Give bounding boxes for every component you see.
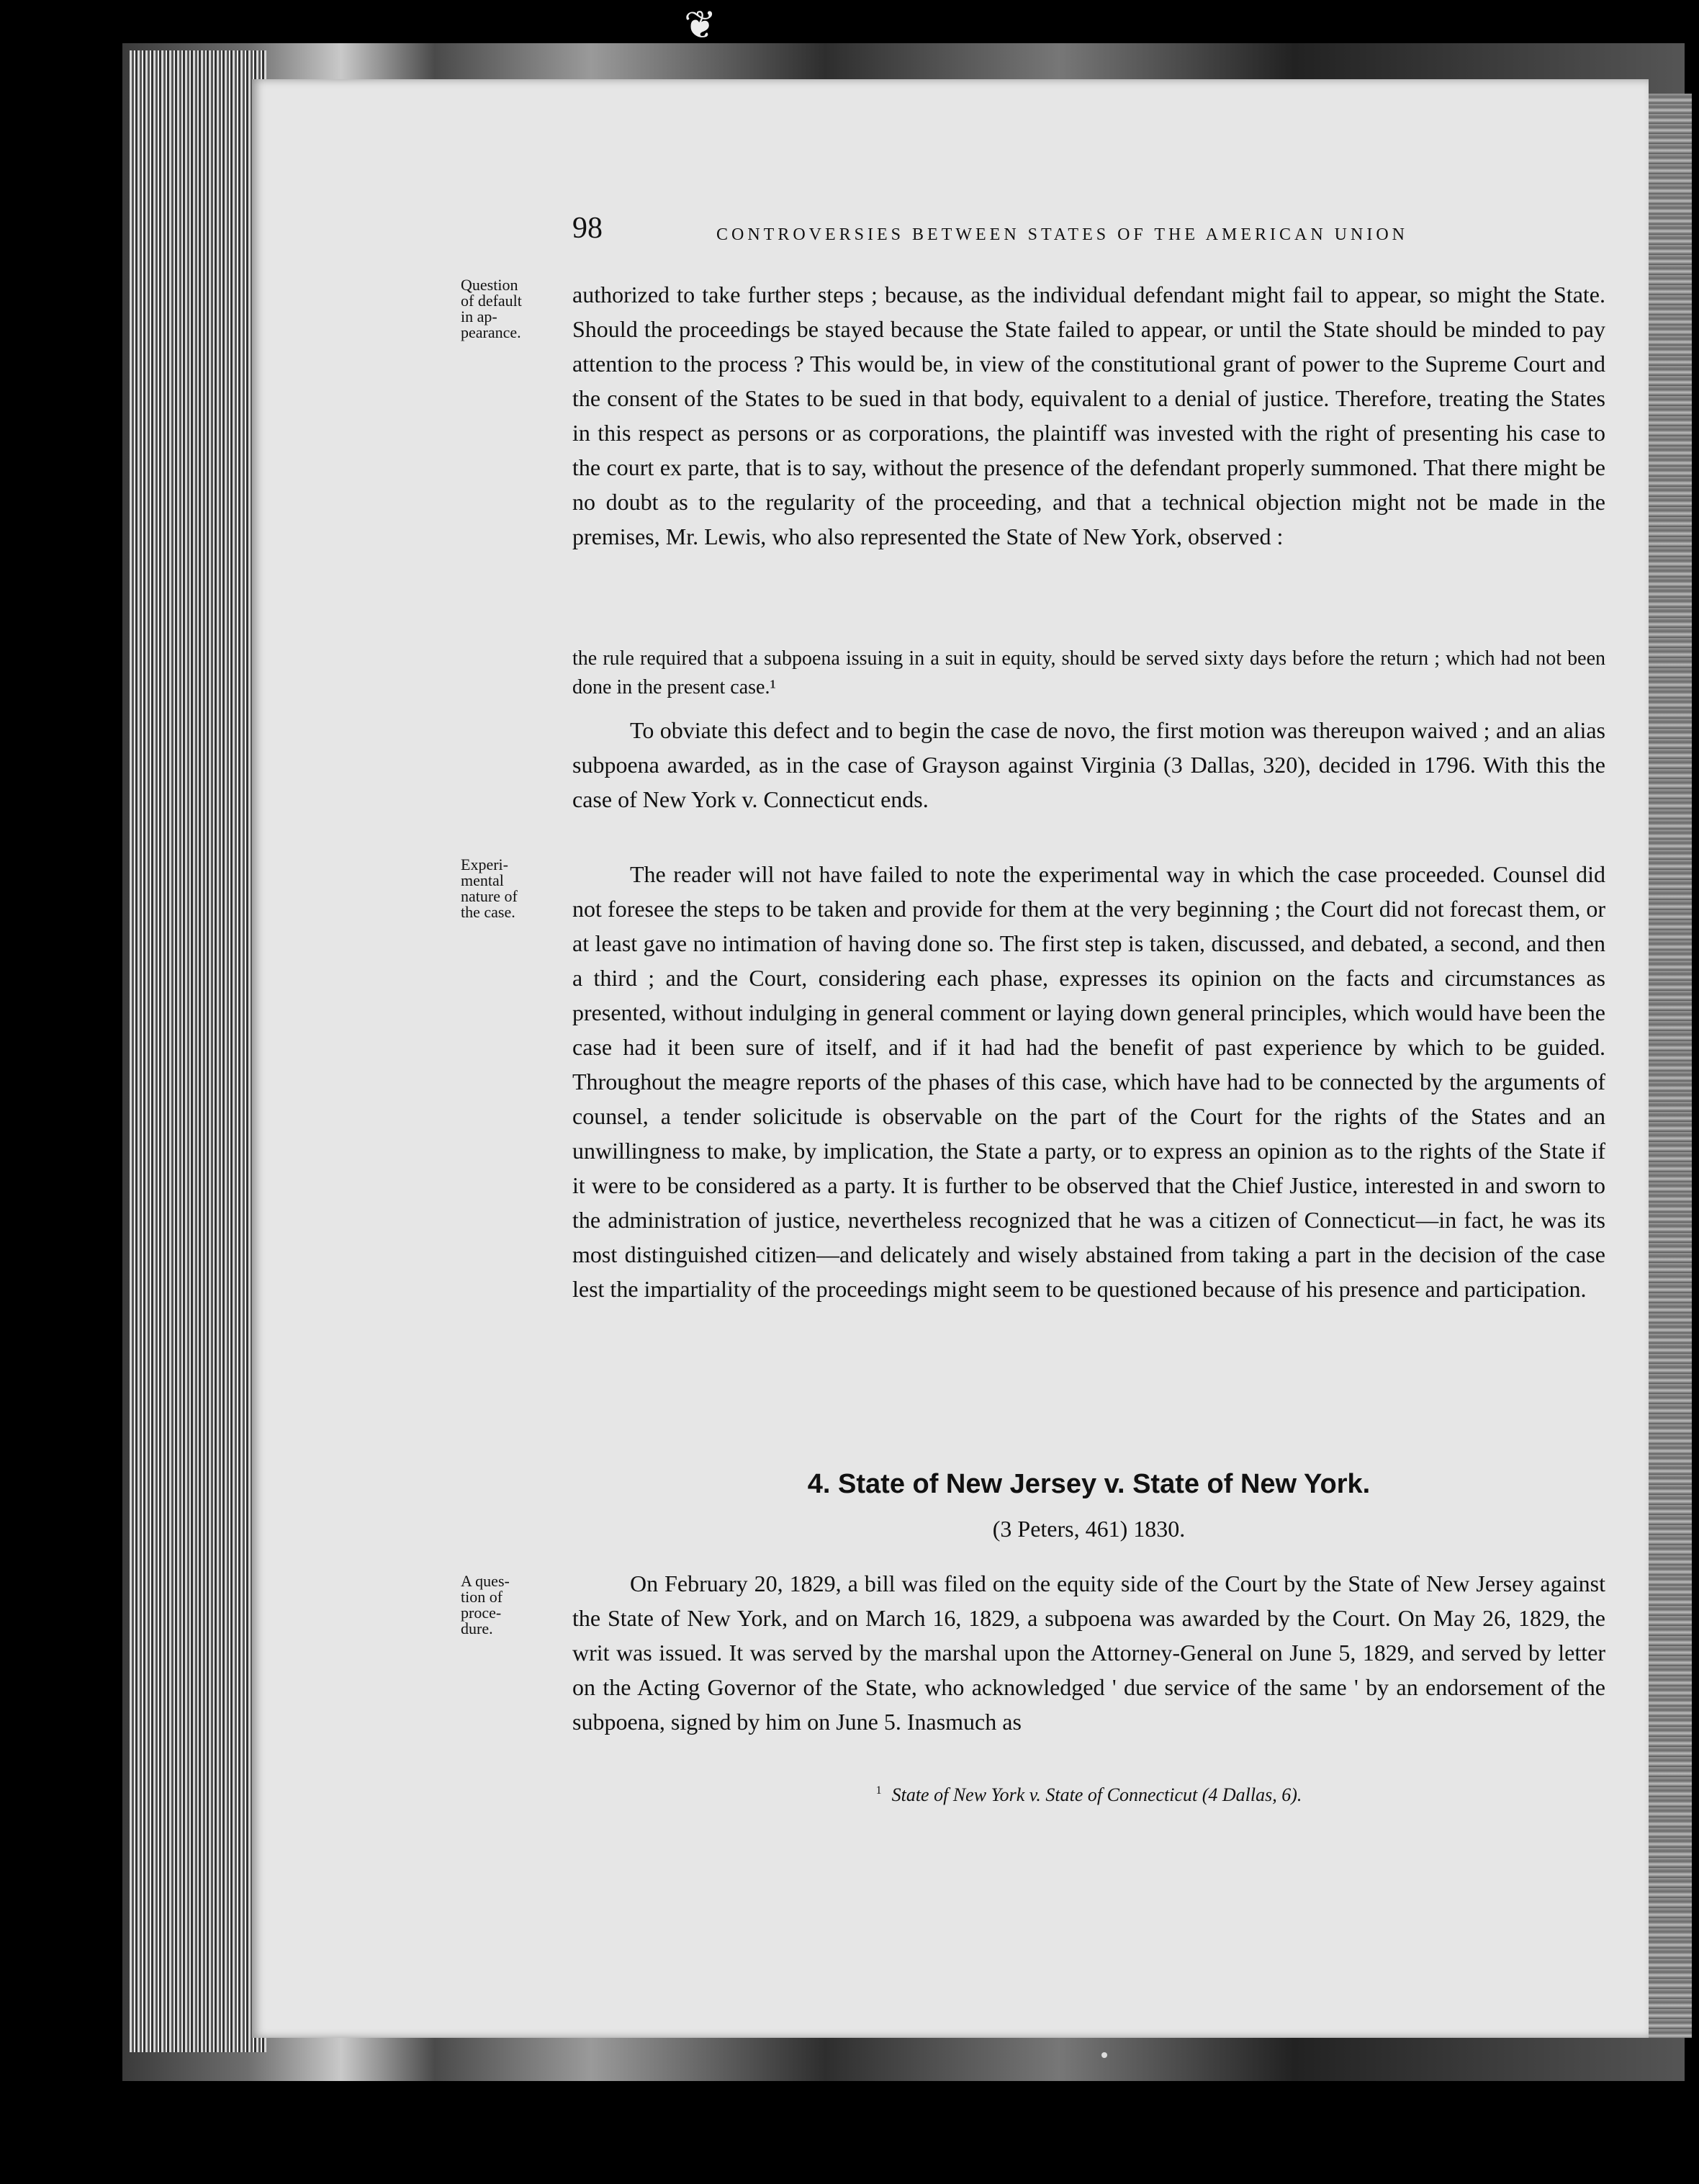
margin-note-procedure	[461, 1573, 540, 1637]
page-header	[572, 212, 1620, 256]
quote-text: the rule required that a subpoena issuing in a suit in equity, should be served sixty days before the return ; which had not been done in the present case.¹	[572, 647, 1605, 698]
main-text-block-2	[572, 713, 1605, 817]
margin-line: of default	[461, 292, 522, 310]
footnote-marker: 1	[875, 1784, 882, 1797]
right-page-edges	[1641, 94, 1692, 2038]
running-head: CONTROVERSIES BETWEEN STATES OF THE AMERICAN UNION	[716, 225, 1408, 244]
paragraph-2: To obviate this defect and to begin the case de novo, the first motion was thereupon waived ; and an alias subpoena awarded, as in the case of Grayson against Virginia (3 Dallas, 320), decided in 1796. With this the case of New York v. Connecticut ends.	[572, 717, 1605, 812]
page-speck	[1101, 2052, 1107, 2058]
margin-line: Question	[461, 276, 518, 294]
margin-line: dure.	[461, 1619, 493, 1637]
margin-line: the case.	[461, 903, 515, 921]
footnote-text: State of New York v. State of Connecticut (4 Dallas, 6).	[891, 1784, 1302, 1805]
margin-line: Experi-	[461, 855, 508, 873]
margin-note-default	[461, 277, 540, 341]
margin-line: tion of	[461, 1588, 503, 1606]
paragraph-3: The reader will not have failed to note the experimental way in which the case proceeded. Counsel did not foresee the steps to be taken and provide for them at the very beginning ; the Court did not forecast them, or at least gave no intimation of having done so. The first step is taken, discussed, and debated, a second, and then a third ; and the Court, considering each phase, expresses its opinion on the facts and circumstances as presented, without indulging in general comment or laying down general principles, which would have been the case had it been sure of itself, and if it had had the benefit of past experience by which to be guided. Throughout the meagre reports of the phases of this case, which have had to be connected by the arguments of counsel, a tender solicitude is observable on the part of the Court for the rights of the States and an unwillingness to make, by implication, the State a party, or to express an opinion as to the rights of the State if it were to be considered as a party. It is further to be observed that the Chief Justice, interested in and sworn to the administration of justice, nevertheless recognized that he was a citizen of Connecticut—in fact, he was its most distinguished citizen—and delicately and wisely abstained from taking a part in the decision of the case lest the impartiality of the proceedings might seem to be questioned because of his presence and participation.	[572, 861, 1605, 1302]
footnote	[572, 1784, 1605, 1806]
section-citation: (3 Peters, 461) 1830.	[992, 1516, 1186, 1542]
paragraph-1: authorized to take further steps ; because, as the individual defendant might fail to appear, so might the State. Should the proceedings be stayed because the State failed to appear, or until the State should be minded to pay attention to the process ? This would be, in view of the constitutional grant of power to the Supreme Court and the consent of the States to be sued in that body, equivalent to a denial of justice. Therefore, treating the States in this respect as persons or as corporations, the plaintiff was invested with the right of presenting his case to the court ex parte, that is to say, without the presence of the defendant properly summoned. That there might be no doubt as to the regularity of the proceeding, and that a technical objection might not be made in the premises, Mr. Lewis, who also represented the State of New York, observed :	[572, 282, 1605, 549]
main-text-block-1	[572, 277, 1605, 554]
margin-line: pearance.	[461, 323, 521, 341]
margin-note-experimental	[461, 857, 540, 920]
margin-line: nature of	[461, 887, 518, 905]
paragraph-4: On February 20, 1829, a bill was filed on the equity side of the Court by the State of New Jersey against the State of New York, and on March 16, 1829, a subpoena was awarded by the Court. On May 26, 1829, the writ was issued. It was served by the marshal upon the Attorney-General on June 5, 1829, and served by letter on the Acting Governor of the State, who acknowledged ' due service of the same ' by an endorsement of the subpoena, signed by him on June 5. Inasmuch as	[572, 1570, 1605, 1735]
top-bookmark-mark: ❦	[684, 4, 717, 47]
page-edges	[130, 50, 266, 2052]
margin-line: proce-	[461, 1604, 502, 1622]
margin-line: mental	[461, 871, 504, 889]
main-text-block-4	[572, 1566, 1605, 1739]
margin-line: A ques-	[461, 1572, 510, 1590]
block-quote	[572, 644, 1605, 702]
margin-line: in ap-	[461, 307, 497, 325]
main-text-block-3	[572, 857, 1605, 1306]
page-number: 98	[572, 212, 603, 245]
section-heading: 4. State of New Jersey v. State of New York.	[807, 1469, 1371, 1499]
